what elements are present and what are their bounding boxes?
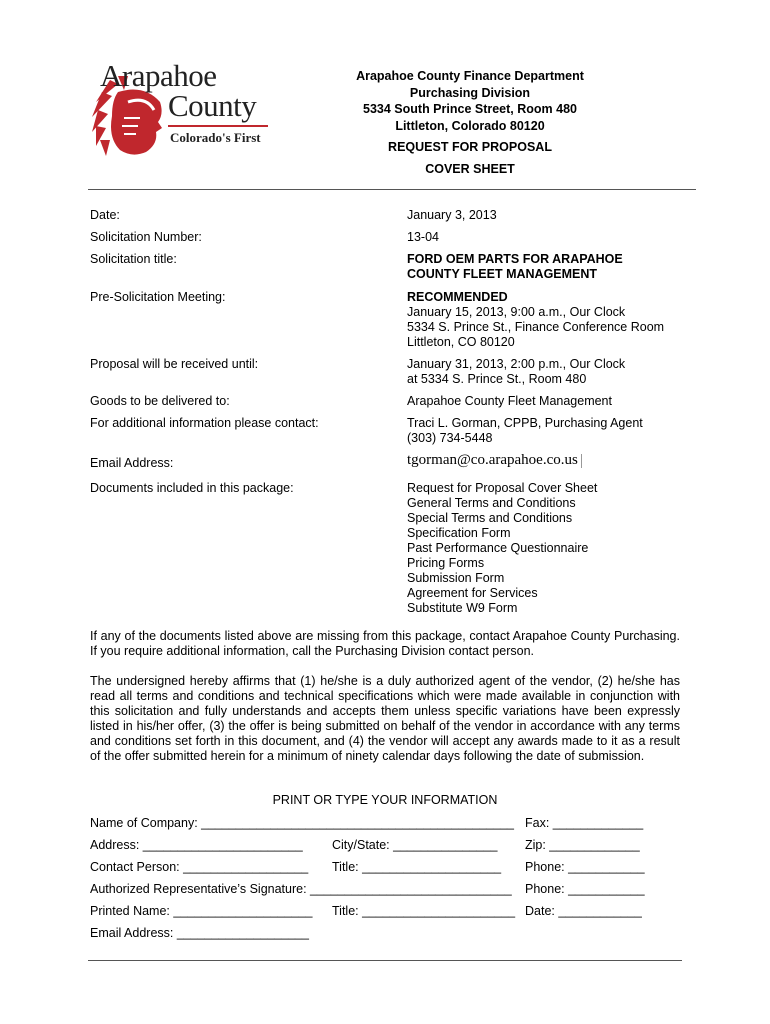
date-field[interactable]: Date: ____________ [525,904,642,918]
email-label: Email Address: [90,456,174,470]
logo-text-arapahoe: Arapahoe [100,58,217,93]
proposal-deadline-line2: at 5334 S. Prince St., Room 480 [407,372,587,386]
contact-label: For additional information please contact: [90,416,319,430]
contact-phone: (303) 734-5448 [407,431,493,445]
list-item: General Terms and Conditions [407,496,576,510]
solicitation-number-label: Solicitation Number: [90,230,202,244]
header-dept: Arapahoe County Finance Department [356,69,584,83]
contact-person-field[interactable]: Contact Person: __________________ [90,860,309,874]
header-subtitle: COVER SHEET [425,161,515,176]
proposal-deadline-label: Proposal will be received until: [90,357,259,371]
printed-name-field[interactable]: Printed Name: ____________________ [90,904,313,918]
list-item: Submission Form [407,571,505,585]
pre-solicitation-line1: January 15, 2013, 9:00 a.m., Our Clock [407,305,626,319]
pre-solicitation-label: Pre-Solicitation Meeting: [90,290,226,304]
list-item: Past Performance Questionnaire [407,541,589,555]
goods-delivered-label: Goods to be delivered to: [90,394,230,408]
company-name-field[interactable]: Name of Company: _____________________________________________ [90,816,514,830]
pre-solicitation-value [407,290,707,350]
city-state-field[interactable]: City/State: _______________ [332,838,498,852]
documents-list [407,481,707,616]
header-division: Purchasing Division [409,85,531,100]
list-item: Special Terms and Conditions [407,511,573,525]
header-rule [88,189,696,190]
proposal-deadline-line1: January 31, 2013, 2:00 p.m., Our Clock [407,357,626,371]
goods-delivered-value: Arapahoe County Fleet Management [407,394,612,408]
rep-email-field[interactable]: Email Address: ___________________ [90,926,309,940]
pre-solicitation-line3: Littleton, CO 80120 [407,335,515,349]
logo-divider [168,125,268,127]
logo-text-county: County [168,88,257,123]
rep-title-field[interactable]: Title: ______________________ [332,904,516,918]
rep-phone-field[interactable]: Phone: ___________ [525,882,645,896]
proposal-deadline-value [407,357,707,387]
title-field[interactable]: Title: ____________________ [332,860,502,874]
list-item: Pricing Forms [407,556,485,570]
missing-documents-paragraph: If any of the documents listed above are missing from this package, contact Arapahoe County Purchasing. If you require additional information, call the Purchasing Division contact person. [90,629,680,658]
date-value: January 3, 2013 [407,208,497,222]
list-item: Agreement for Services [407,586,538,600]
list-item: Request for Proposal Cover Sheet [407,481,598,495]
date-label: Date: [90,208,120,222]
contact-name: Traci L. Gorman, CPPB, Purchasing Agent [407,416,643,430]
zip-field[interactable]: Zip: _____________ [525,838,640,852]
phone-field[interactable]: Phone: ___________ [525,860,645,874]
authorized-signature-field[interactable]: Authorized Representative’s Signature: _____________________________ [90,882,512,896]
arapahoe-county-logo [88,58,278,162]
logo-tagline: Colorado's First [170,130,261,145]
solicitation-title-value [407,252,707,282]
text-cursor [581,454,582,468]
fax-field[interactable]: Fax: _____________ [525,816,644,830]
footer-rule [88,960,682,961]
list-item: Specification Form [407,526,511,540]
header-street: 5334 South Prince Street, Room 480 [363,102,577,116]
document-header [300,68,640,177]
header-title: REQUEST FOR PROPOSAL [388,140,552,154]
documents-label: Documents included in this package: [90,481,294,495]
form-heading: PRINT OR TYPE YOUR INFORMATION [272,793,498,807]
email-value[interactable] [407,453,707,468]
pre-solicitation-recommended: RECOMMENDED [407,290,508,304]
solicitation-number-value: 13-04 [407,230,439,244]
pre-solicitation-line2: 5334 S. Prince St., Finance Conference Room [407,320,665,334]
email-link[interactable]: tgorman@co.arapahoe.co.us [407,452,578,468]
list-item: Substitute W9 Form [407,601,518,615]
affirmation-paragraph: The undersigned hereby affirms that (1) he/she is a duly authorized agent of the vendor, (2) he/she has read all terms and conditions and technical specifications which were made available in conjunction with this solicitation and fully understands and accepts them unless specific variations have been expressly listed in his/her offer, (3) the offer is being submitted on behalf of the vendor in accordance with any terms and conditions set forth in this document, and (4) the vendor will accept any awards made to it as a result of the offer submitted herein for a minimum of ninety calendar days following the date of submission. [90,674,680,763]
solicitation-title-line1: FORD OEM PARTS FOR ARAPAHOE [407,252,623,266]
header-city: Littleton, Colorado 80120 [395,118,545,133]
address-field[interactable]: Address: _______________________ [90,838,303,852]
solicitation-title-label: Solicitation title: [90,252,177,266]
solicitation-title-line2: COUNTY FLEET MANAGEMENT [407,267,598,281]
contact-value [407,416,707,446]
